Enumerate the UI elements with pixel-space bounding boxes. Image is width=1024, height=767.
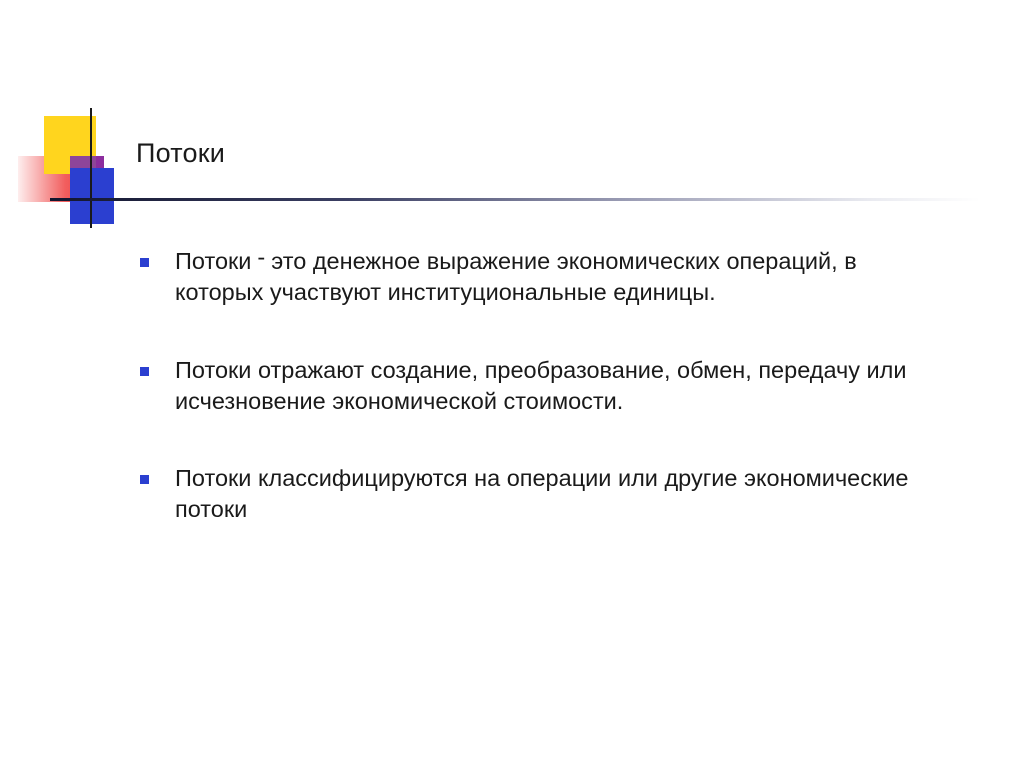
list-item bbox=[140, 246, 950, 309]
bullet-text bbox=[175, 355, 950, 418]
deco-blue-square bbox=[70, 168, 114, 224]
bullet-body: это денежное выражение экономических операций, в которых участвуют институциональные единицы. bbox=[175, 248, 857, 306]
decorative-logo bbox=[18, 108, 148, 228]
bullet-list bbox=[140, 246, 950, 572]
list-item bbox=[140, 355, 950, 418]
deco-vertical-line bbox=[90, 108, 92, 228]
bullet-body: Потоки классифицируются на операции или другие экономические потоки bbox=[175, 465, 909, 523]
list-item bbox=[140, 463, 950, 526]
bullet-text bbox=[175, 246, 950, 309]
slide-title: Потоки bbox=[136, 138, 226, 168]
bullet-square-icon bbox=[140, 258, 149, 267]
bullet-lead: Потоки bbox=[175, 248, 252, 274]
title-divider bbox=[50, 198, 980, 201]
bullet-body: Потоки отражают создание, преобразование, обмен, передачу или исчезновение экономической стоимости. bbox=[175, 356, 907, 414]
bullet-text bbox=[175, 463, 950, 526]
bullet-dash: - bbox=[257, 244, 266, 270]
bullet-square-icon bbox=[140, 475, 149, 484]
bullet-square-icon bbox=[140, 367, 149, 376]
